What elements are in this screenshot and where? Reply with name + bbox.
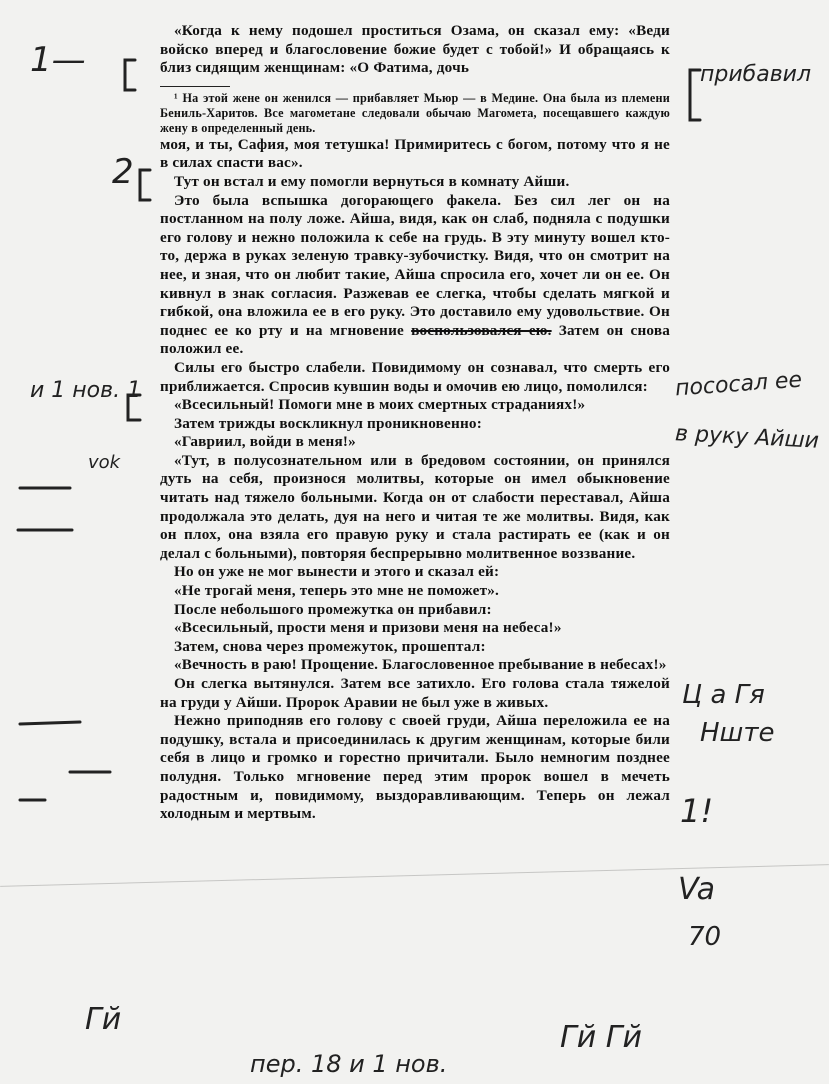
paragraph: Он слегка вытянулся. Затем все затихло. Его голова стала тяжелой на груди у Айши. Пророк Аравии не был уже в живых. bbox=[160, 675, 670, 711]
text-span: Затем он снова положил ее. bbox=[160, 321, 671, 358]
handwritten-note: vok bbox=[88, 452, 121, 473]
main-text bbox=[160, 22, 670, 824]
paragraph: «Вечность в раю! Прощение. Благословенное пребывание в небесах!» bbox=[174, 656, 667, 674]
text-span: Это была вспышка догорающего факела. Без сил лег он на постланном на полу ложе. Айша, видя, как он слаб, подняла с подушки его голову и нежно положила к себе на грудь. В эту минуту вошел кто-то, держа в руках зеленую травку-зубочистку. Видя, что он смотрит на нее, и зная, что он любит такие, Айша спросила его, хочет ли он ее. Он кивнул в знак согласия. Разжевав ее слегка, чтобы сделать мягкой и гибкой, она вложила ее в его руку. Это доставило ему удовольствие. Он поднес ее ко рту и на мгновение bbox=[160, 191, 670, 339]
handwritten-note: 70 bbox=[688, 922, 722, 952]
paragraph: Силы его быстро слабели. Повидимому он сознавал, что смерть его приближается. Спросив кувшин воды и омочив ею лицо, помолился: bbox=[160, 358, 670, 395]
handwritten-note: Va bbox=[678, 872, 715, 907]
paragraph: «Тут, в полусознательном или в бредовом состоянии, он принялся дуть на себя, произнося молитвы, которые он имел обыкновение читать над тяжело больными. Когда он от слабости переставал, Айша продолжала это делать, дуя на него и читая те же молитвы. Видя, как он плох, она взяла его правую руку и стала растирать ее (как и он делал с больными), повторяя беспрерывно молитвенное воззвание. bbox=[160, 451, 670, 562]
paragraph: Но он уже не мог вынести и этого и сказал ей: bbox=[174, 563, 500, 581]
handwritten-note: 1! bbox=[680, 792, 714, 830]
paragraph: «Всесильный, прости меня и призови меня на небеса!» bbox=[174, 619, 562, 637]
paragraph: Нежно приподняв его голову с своей груди, Айша переложила ее на подушку, встала и присоединилась к другим женщинам, которые били себя в лицо и громко и горестно причитали. Было немногим позднее полудня. Только мгновение перед этим пророк вошел в мечеть радостным и, повидимому, выздоравливающим. Теперь он лежал холодным и мертвым. bbox=[160, 712, 670, 823]
paragraph: Тут он встал и ему помогли вернуться в комнату Айши. bbox=[174, 172, 570, 190]
handwritten-note: пер. 18 и 1 нов. bbox=[250, 1050, 448, 1078]
paragraph: После небольшого промежутка он прибавил: bbox=[174, 600, 492, 618]
struck-text: воспользовался ею. bbox=[411, 321, 552, 339]
handwritten-note: 2 bbox=[112, 152, 134, 192]
paragraph: «Когда к нему подошел проститься Озама, он сказал ему: «Веди войско вперед и благословение божие будет с тобой!» И обращаясь к близ сидящим женщинам: «О Фатима, дочь bbox=[160, 22, 670, 77]
paragraph: Затем, снова через промежуток, прошептал: bbox=[174, 637, 486, 655]
paragraph: «Гавриил, войди в меня!» bbox=[174, 433, 356, 451]
handwritten-note: 1— bbox=[30, 40, 86, 80]
bracket-mark bbox=[690, 70, 700, 120]
handwritten-note: Нште bbox=[700, 718, 775, 748]
bracket-mark bbox=[140, 170, 150, 200]
handwritten-note: и 1 нов. 1 bbox=[30, 378, 142, 403]
handwritten-note: Гй bbox=[85, 1002, 122, 1037]
footnote-rule bbox=[160, 86, 230, 87]
paragraph: Затем трижды воскликнул проникновенно: bbox=[174, 414, 482, 432]
handwritten-note: Ц а Гя bbox=[682, 680, 765, 710]
paragraph: «Всесильный! Помоги мне в моих смертных страданиях!» bbox=[174, 396, 586, 414]
paragraph bbox=[160, 192, 670, 359]
paragraph: моя, и ты, Сафия, моя тетушка! Примиритесь с богом, потому что я не в силах спасти вас». bbox=[160, 135, 670, 172]
handwritten-note: в руку Айши bbox=[674, 421, 820, 454]
dash-mark bbox=[20, 722, 80, 724]
paragraph: «Не трогай меня, теперь это мне не поможет». bbox=[174, 582, 500, 600]
handwritten-note: прибавил bbox=[700, 62, 812, 87]
footnote: ¹ На этой жене он женился — прибавляет Мьюр — в Медине. Она была из племени Бениль-Харитов. Все магометане следовали обычаю Магомета, посещавшего каждую жену в определенный день. bbox=[160, 90, 670, 135]
handwritten-note: пососал ее bbox=[674, 367, 803, 402]
handwritten-note: Гй Гй bbox=[560, 1020, 642, 1055]
bracket-mark bbox=[125, 60, 135, 90]
